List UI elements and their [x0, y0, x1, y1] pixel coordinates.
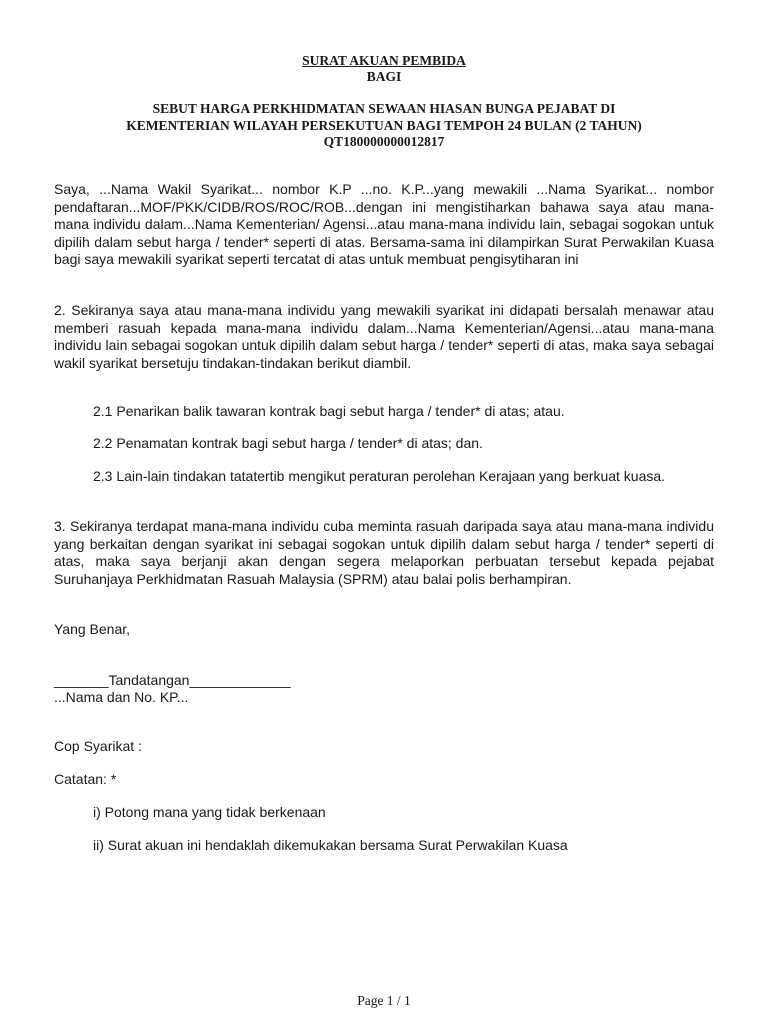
note-1: i) Potong mana yang tidak berkenaan: [93, 804, 326, 820]
note-2: ii) Surat akuan ini hendaklah dikemukakan bersama Surat Perwakilan Kuasa: [93, 837, 568, 853]
paragraph-2-3: 2.3 Lain-lain tindakan tatatertib mengikut peraturan perolehan Kerajaan yang berkuat kuasa.: [93, 468, 666, 484]
document-bagi: BAGI: [366, 69, 402, 84]
reference-number: QT180000000012817: [323, 134, 445, 149]
catatan: Catatan: *: [54, 771, 117, 787]
paragraph-1: Saya, ...Nama Wakil Syarikat... nombor K.P ...no. K.P...yang mewakili ...Nama Syarikat... nombor pendaftaran...MOF/PKK/CIDB/ROS/ROC/ROB...dengan ini mengistiharkan bahawa saya atau mana-mana individu dalam...Nama Kementerian/ Agensi...atau mana-mana individu lain, sebagai sogokan untuk dipilih dalam sebut harga / tender* seperti di atas. Bersama-sama ini dilampirkan Surat Perwakilan Kuasa bagi saya mewakili syarikat seperti tercatat di atas untuk membuat pengisytiharan ini: [54, 181, 714, 267]
paragraph-2-1: 2.1 Penarikan balik tawaran kontrak bagi sebut harga / tender* di atas; atau.: [93, 403, 565, 419]
subject-line-1: SEBUT HARGA PERKHIDMATAN SEWAAN HIASAN BUNGA PEJABAT DI: [152, 101, 616, 116]
yang-benar: Yang Benar,: [54, 621, 131, 637]
document-title: SURAT AKUAN PEMBIDA: [302, 53, 466, 68]
name-line: ...Nama dan No. KP...: [54, 689, 189, 705]
signature-line: _______Tandatangan_____________: [54, 672, 291, 688]
cop-syarikat: Cop Syarikat :: [54, 738, 142, 754]
subject-line-2: KEMENTERIAN WILAYAH PERSEKUTUAN BAGI TEMPOH 24 BULAN (2 TAHUN): [126, 118, 642, 133]
page-number: Page 1 / 1: [357, 993, 411, 1008]
paragraph-3: 3. Sekiranya terdapat mana-mana individu cuba meminta rasuah daripada saya atau mana-mana individu yang berkaitan dengan syarikat ini sebagai sogokan untuk dipilih dalam sebut harga / tender* seperti di atas, maka saya berjanji akan dengan segera melaporkan perbuatan tersebut kepada pejabat Suruhanjaya Perkhidmatan Rasuah Malaysia (SPRM) atau balai polis berhampiran.: [54, 518, 714, 587]
paragraph-2-2: 2.2 Penamatan kontrak bagi sebut harga / tender* di atas; dan.: [93, 435, 483, 451]
paragraph-2: 2. Sekiranya saya atau mana-mana individu yang mewakili syarikat ini didapati bersalah menawar atau memberi rasuah kepada mana-mana individu dalam...Nama Kementerian/Agensi...atau mana-mana individu lain sebagai sogokan untuk dipilih dalam sebut harga / tender* seperti di atas, maka saya sebagai wakil syarikat bersetuju tindakan-tindakan berikut diambil.: [54, 302, 714, 371]
